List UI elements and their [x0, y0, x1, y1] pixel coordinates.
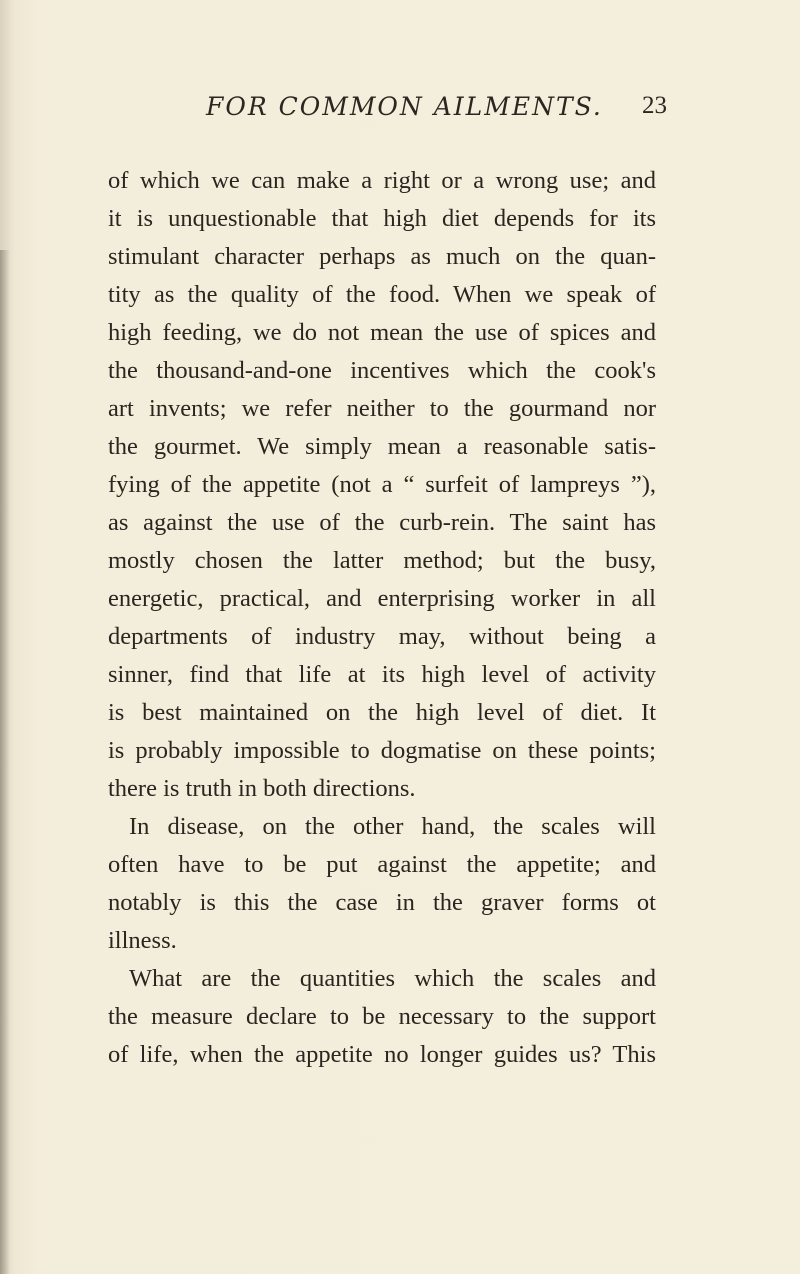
page-header	[0, 92, 800, 132]
text-line: departments of industry may, without being a	[108, 623, 656, 650]
spine-shadow	[0, 250, 10, 1274]
text-line: high feeding, we do not mean the use of spices and	[108, 319, 656, 346]
text-line: energetic, practical, and enterprising worker in all	[108, 585, 656, 612]
text-line: it is unquestionable that high diet depends for its	[108, 205, 656, 232]
text-line: stimulant character perhaps as much on the quan-	[108, 243, 656, 270]
text-line: of life, when the appetite no longer guides us? This	[108, 1041, 656, 1068]
body-text	[108, 162, 656, 1074]
text-line: the gourmet. We simply mean a reasonable satis-	[108, 433, 656, 460]
text-line: often have to be put against the appetite; and	[108, 851, 656, 878]
text-line: mostly chosen the latter method; but the busy,	[108, 547, 656, 574]
text-line: tity as the quality of the food. When we speak of	[108, 281, 656, 308]
text-line: of which we can make a right or a wrong use; and	[108, 167, 656, 194]
text-line: What are the quantities which the scales and	[129, 965, 656, 992]
text-line: there is truth in both directions.	[108, 775, 416, 802]
text-line: the measure declare to be necessary to the support	[108, 1003, 656, 1030]
text-line: is best maintained on the high level of diet. It	[108, 699, 656, 726]
text-line: sinner, find that life at its high level of activity	[108, 661, 656, 688]
text-line: the thousand-and-one incentives which the cook's	[108, 357, 656, 384]
text-line: is probably impossible to dogmatise on these points;	[108, 737, 656, 764]
text-line: art invents; we refer neither to the gourmand nor	[108, 395, 656, 422]
text-line: illness.	[108, 927, 177, 954]
text-line: as against the use of the curb-rein. The saint has	[108, 509, 656, 536]
text-line: notably is this the case in the graver forms ot	[108, 889, 656, 916]
text-line: In disease, on the other hand, the scales will	[129, 813, 656, 840]
page-number: 23	[642, 92, 667, 119]
text-line: fying of the appetite (not a “ surfeit of lampreys ”),	[108, 471, 656, 498]
running-title: FOR COMMON AILMENTS.	[206, 92, 603, 121]
